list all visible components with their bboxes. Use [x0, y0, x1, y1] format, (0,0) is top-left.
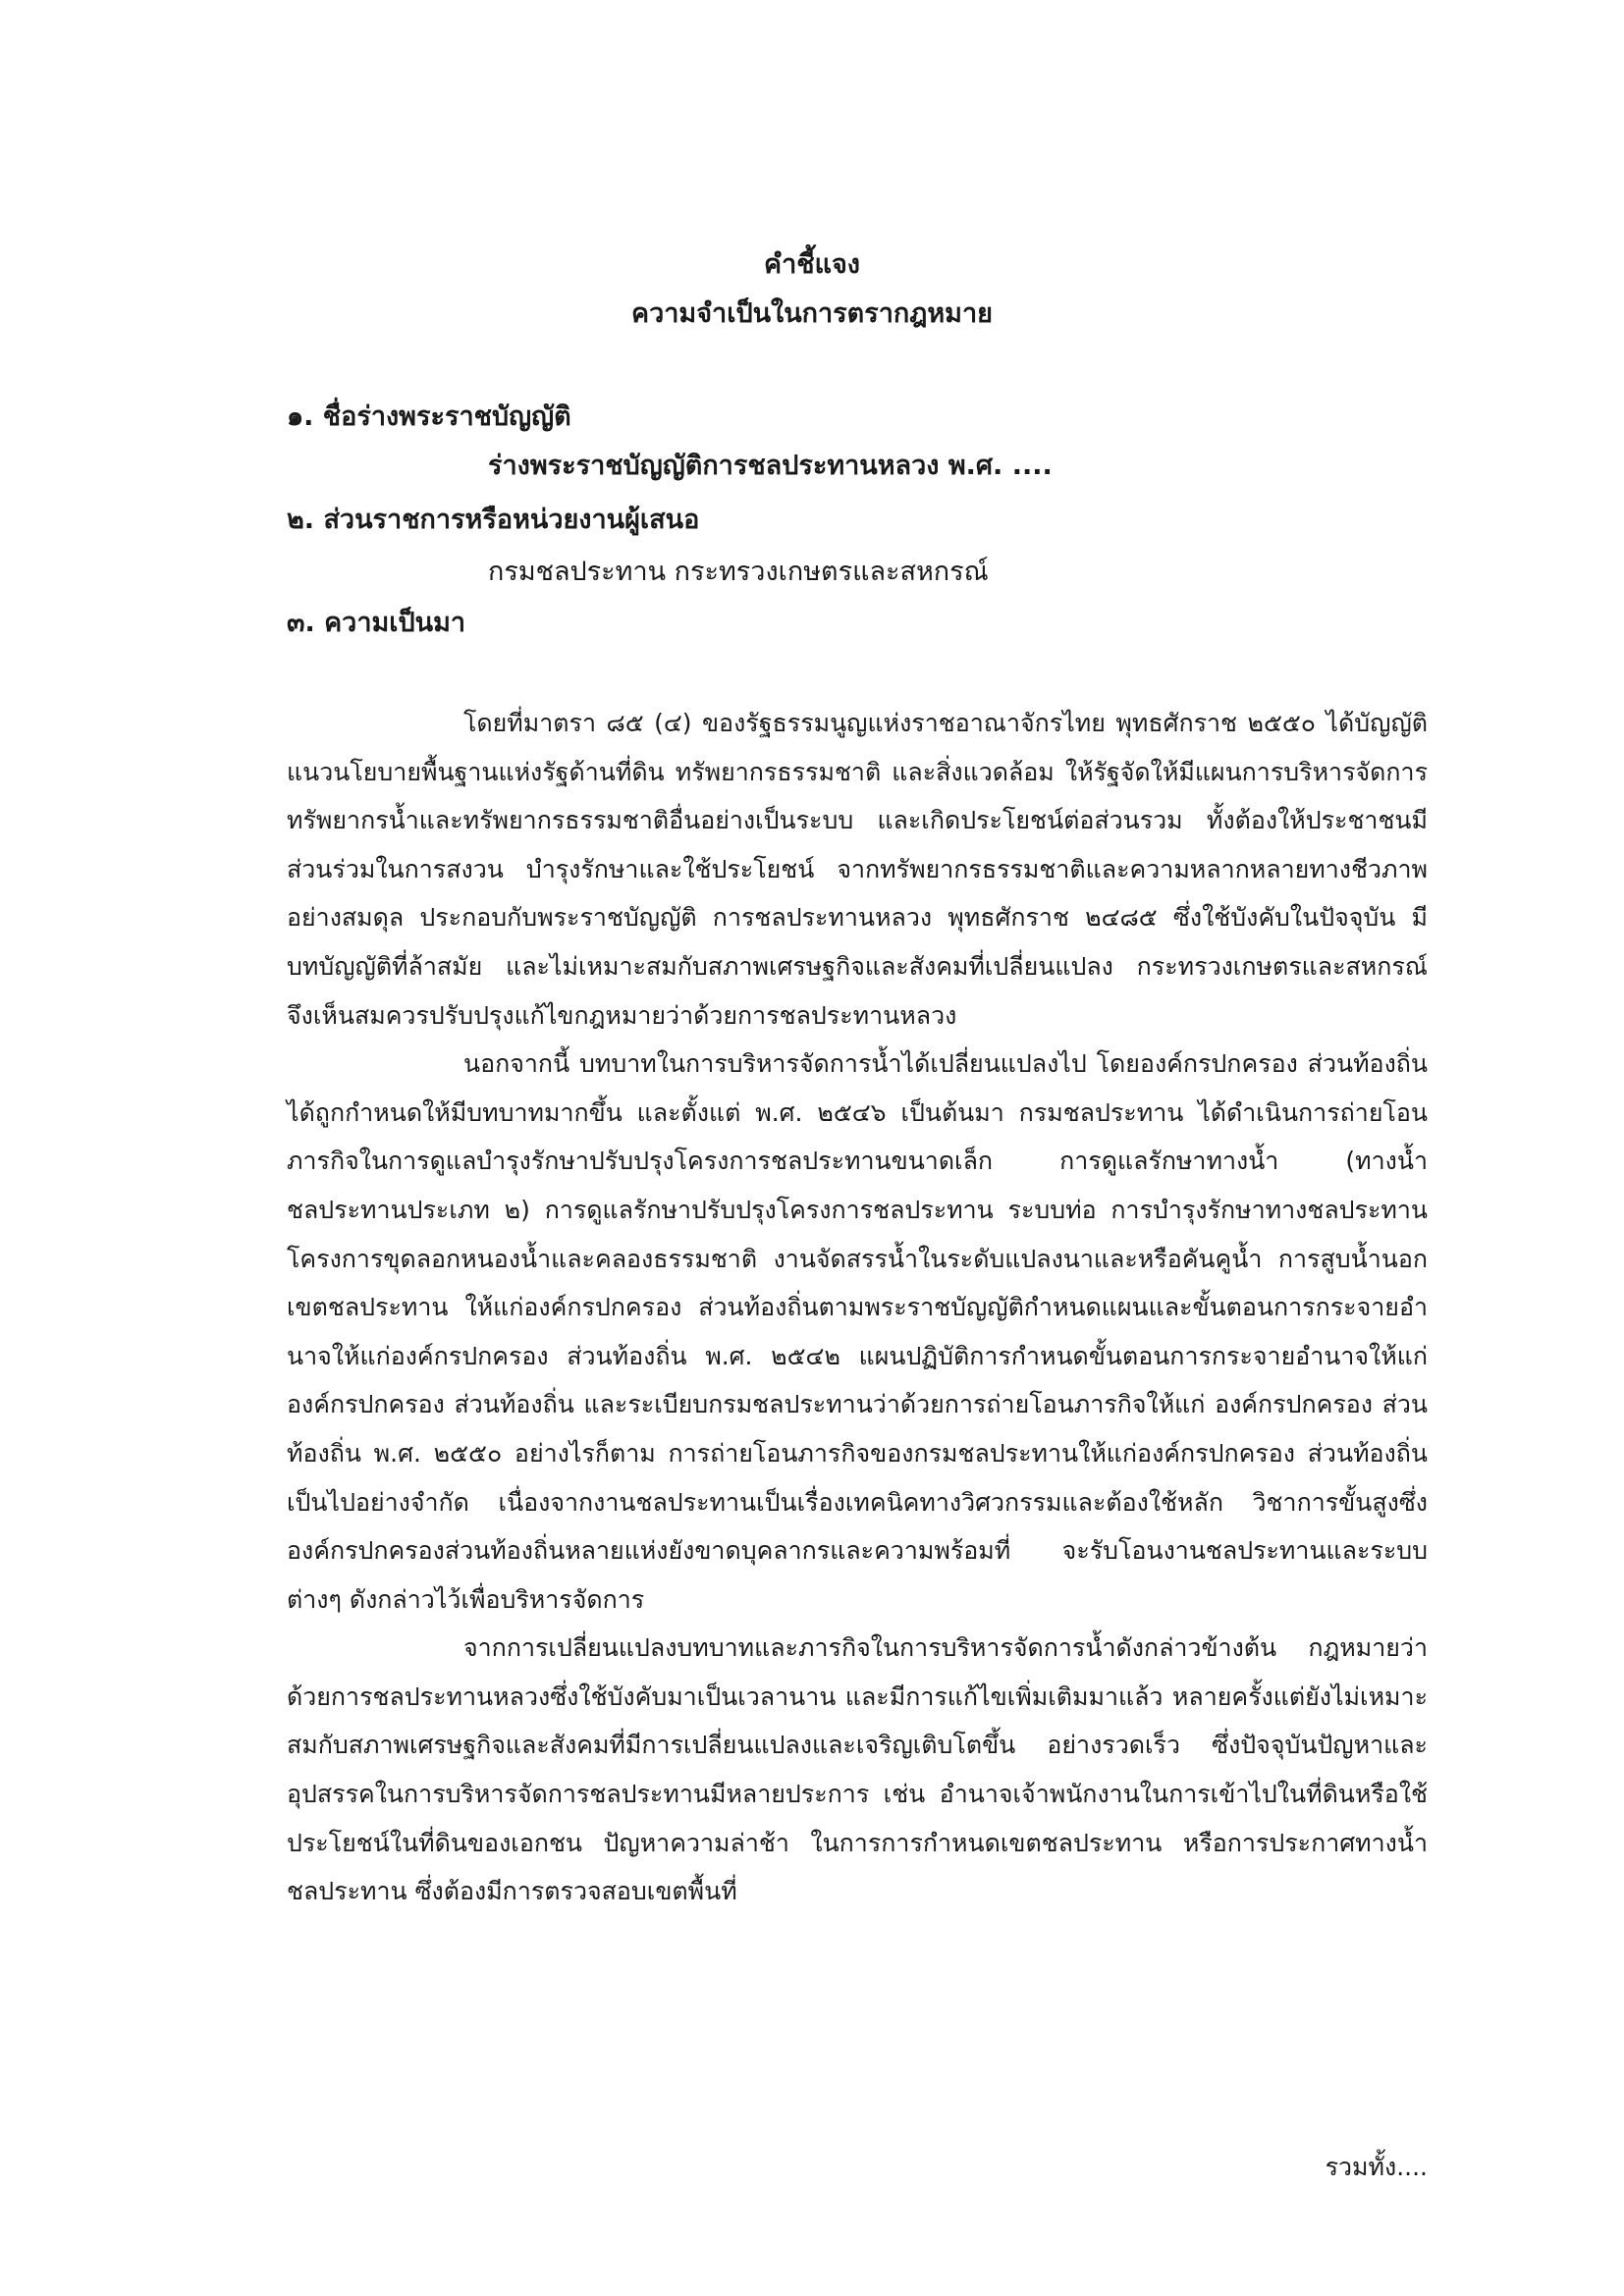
page-continuation: รวมทั้ง.... — [1325, 2153, 1428, 2181]
draft-act-name: ร่างพระราชบัญญัติการชลประทานหลวง พ.ศ. .... — [488, 451, 1053, 481]
section-2-heading: ๒. ส่วนราชการหรือหน่วยงานผู้เสนอ — [287, 505, 700, 535]
body-paragraph: จากการเปลี่ยนแปลงบทบาทและภารกิจในการบริหารจัดการน้ำดังกล่าวข้างต้น กฎหมายว่าด้วยการชลประทานหลวงซึ่งใช้บังคับมาเป็นเวลานาน และมีการแก้ไขเพิ่มเติมมาแล้ว หลายครั้งแต่ยังไม่เหมาะสมกับสภาพเศรษฐกิจและสังคมที่มีการเปลี่ยนแปลงและเจริญเติบโตขึ้น อย่างรวดเร็ว ซึ่งปัจจุบันปัญหาและอุปสรรคในการบริหารจัดการชลประทานมีหลายประการ เช่น อำนาจเจ้าพนักงานในการเข้าไปในที่ดินหรือใช้ประโยชน์ในที่ดินของเอกชน ปัญหาความล่าช้า ในการการกำหนดเขตชลประทาน หรือการประกาศทางน้ำชลประทาน ซึ่งต้องมีการตรวจสอบเขตพื้นที่ — [287, 1633, 1428, 1906]
body-paragraph: นอกจากนี้ บทบาทในการบริหารจัดการน้ำได้เปลี่ยนแปลงไป โดยองค์กรปกครอง ส่วนท้องถิ่นได้ถูกกำหนดให้มีบทบาทมากขึ้น และตั้งแต่ พ.ศ. ๒๕๔๖ เป็นต้นมา กรมชลประทาน ได้ดำเนินการถ่ายโอนภารกิจในการดูแลบำรุงรักษาปรับปรุงโครงการชลประทานขนาดเล็ก การดูแลรักษาทางน้ำ (ทางน้ำชลประทานประเภท ๒) การดูแลรักษาปรับปรุงโครงการชลประทาน ระบบท่อ การบำรุงรักษาทางชลประทาน โครงการขุดลอกหนองน้ำและคลองธรรมชาติ งานจัดสรรน้ำในระดับแปลงนาและหรือคันคูน้ำ การสูบน้ำนอกเขตชลประทาน ให้แก่องค์กรปกครอง ส่วนท้องถิ่นตามพระราชบัญญัติกำหนดแผนและขั้นตอนการกระจายอำนาจให้แก่องค์กรปกครอง ส่วนท้องถิ่น พ.ศ. ๒๕๔๒ แผนปฏิบัติการกำหนดขั้นตอนการกระจายอำนาจให้แก่องค์กรปกครอง ส่วนท้องถิ่น และระเบียบกรมชลประทานว่าด้วยการถ่ายโอนภารกิจให้แก่ องค์กรปกครอง ส่วนท้องถิ่น พ.ศ. ๒๕๕๐ อย่างไรก็ตาม การถ่ายโอนภารกิจของกรมชลประทานให้แก่องค์กรปกครอง ส่วนท้องถิ่นเป็นไปอย่างจำกัด เนื่องจากงานชลประทานเป็นเรื่องเทคนิคทางวิศวกรรมและต้องใช้หลัก วิชาการขั้นสูงซึ่งองค์กรปกครองส่วนท้องถิ่นหลายแห่งยังขาดบุคลากรและความพร้อมที่ จะรับโอนงานชลประทานและระบบต่างๆ ดังกล่าวไว้เพื่อบริหารจัดการ — [287, 1049, 1428, 1614]
document-subtitle: ความจำเป็นในการตรากฎหมาย — [631, 298, 993, 329]
body-paragraph: โดยที่มาตรา ๘๕ (๔) ของรัฐธรรมนูญแห่งราชอาณาจักรไทย พุทธศักราช ๒๕๕๐ ได้บัญญัติแนวนโยบายพื้นฐานแห่งรัฐด้านที่ดิน ทรัพยากรธรรมชาติ และสิ่งแวดล้อม ให้รัฐจัดให้มีแผนการบริหารจัดการทรัพยากรน้ำและทรัพยากรธรรมชาติอื่นอย่างเป็นระบบ และเกิดประโยชน์ต่อส่วนรวม ทั้งต้องให้ประชาชนมีส่วนร่วมในการสงวน บำรุงรักษาและใช้ประโยชน์ จากทรัพยากรธรรมชาติและความหลากหลายทางชีวภาพอย่างสมดุล ประกอบกับพระราชบัญญัติ การชลประทานหลวง พุทธศักราช ๒๔๘๕ ซึ่งใช้บังคับในปัจจุบัน มีบทบัญญัติที่ล้าสมัย และไม่เหมาะสมกับสภาพเศรษฐกิจและสังคมที่เปลี่ยนแปลง กระทรวงเกษตรและสหกรณ์ จึงเห็นสมควรปรับปรุงแก้ไขกฎหมายว่าด้วยการชลประทานหลวง — [287, 709, 1428, 1030]
document-title: คำชี้แจง — [764, 249, 860, 280]
background-body — [287, 699, 1428, 1916]
section-1-heading: ๑. ชื่อร่างพระราชบัญญัติ — [287, 401, 571, 432]
proposing-agency: กรมชลประทาน กระทรวงเกษตรและสหกรณ์ — [488, 557, 989, 587]
section-3-heading: ๓. ความเป็นมา — [287, 608, 466, 638]
